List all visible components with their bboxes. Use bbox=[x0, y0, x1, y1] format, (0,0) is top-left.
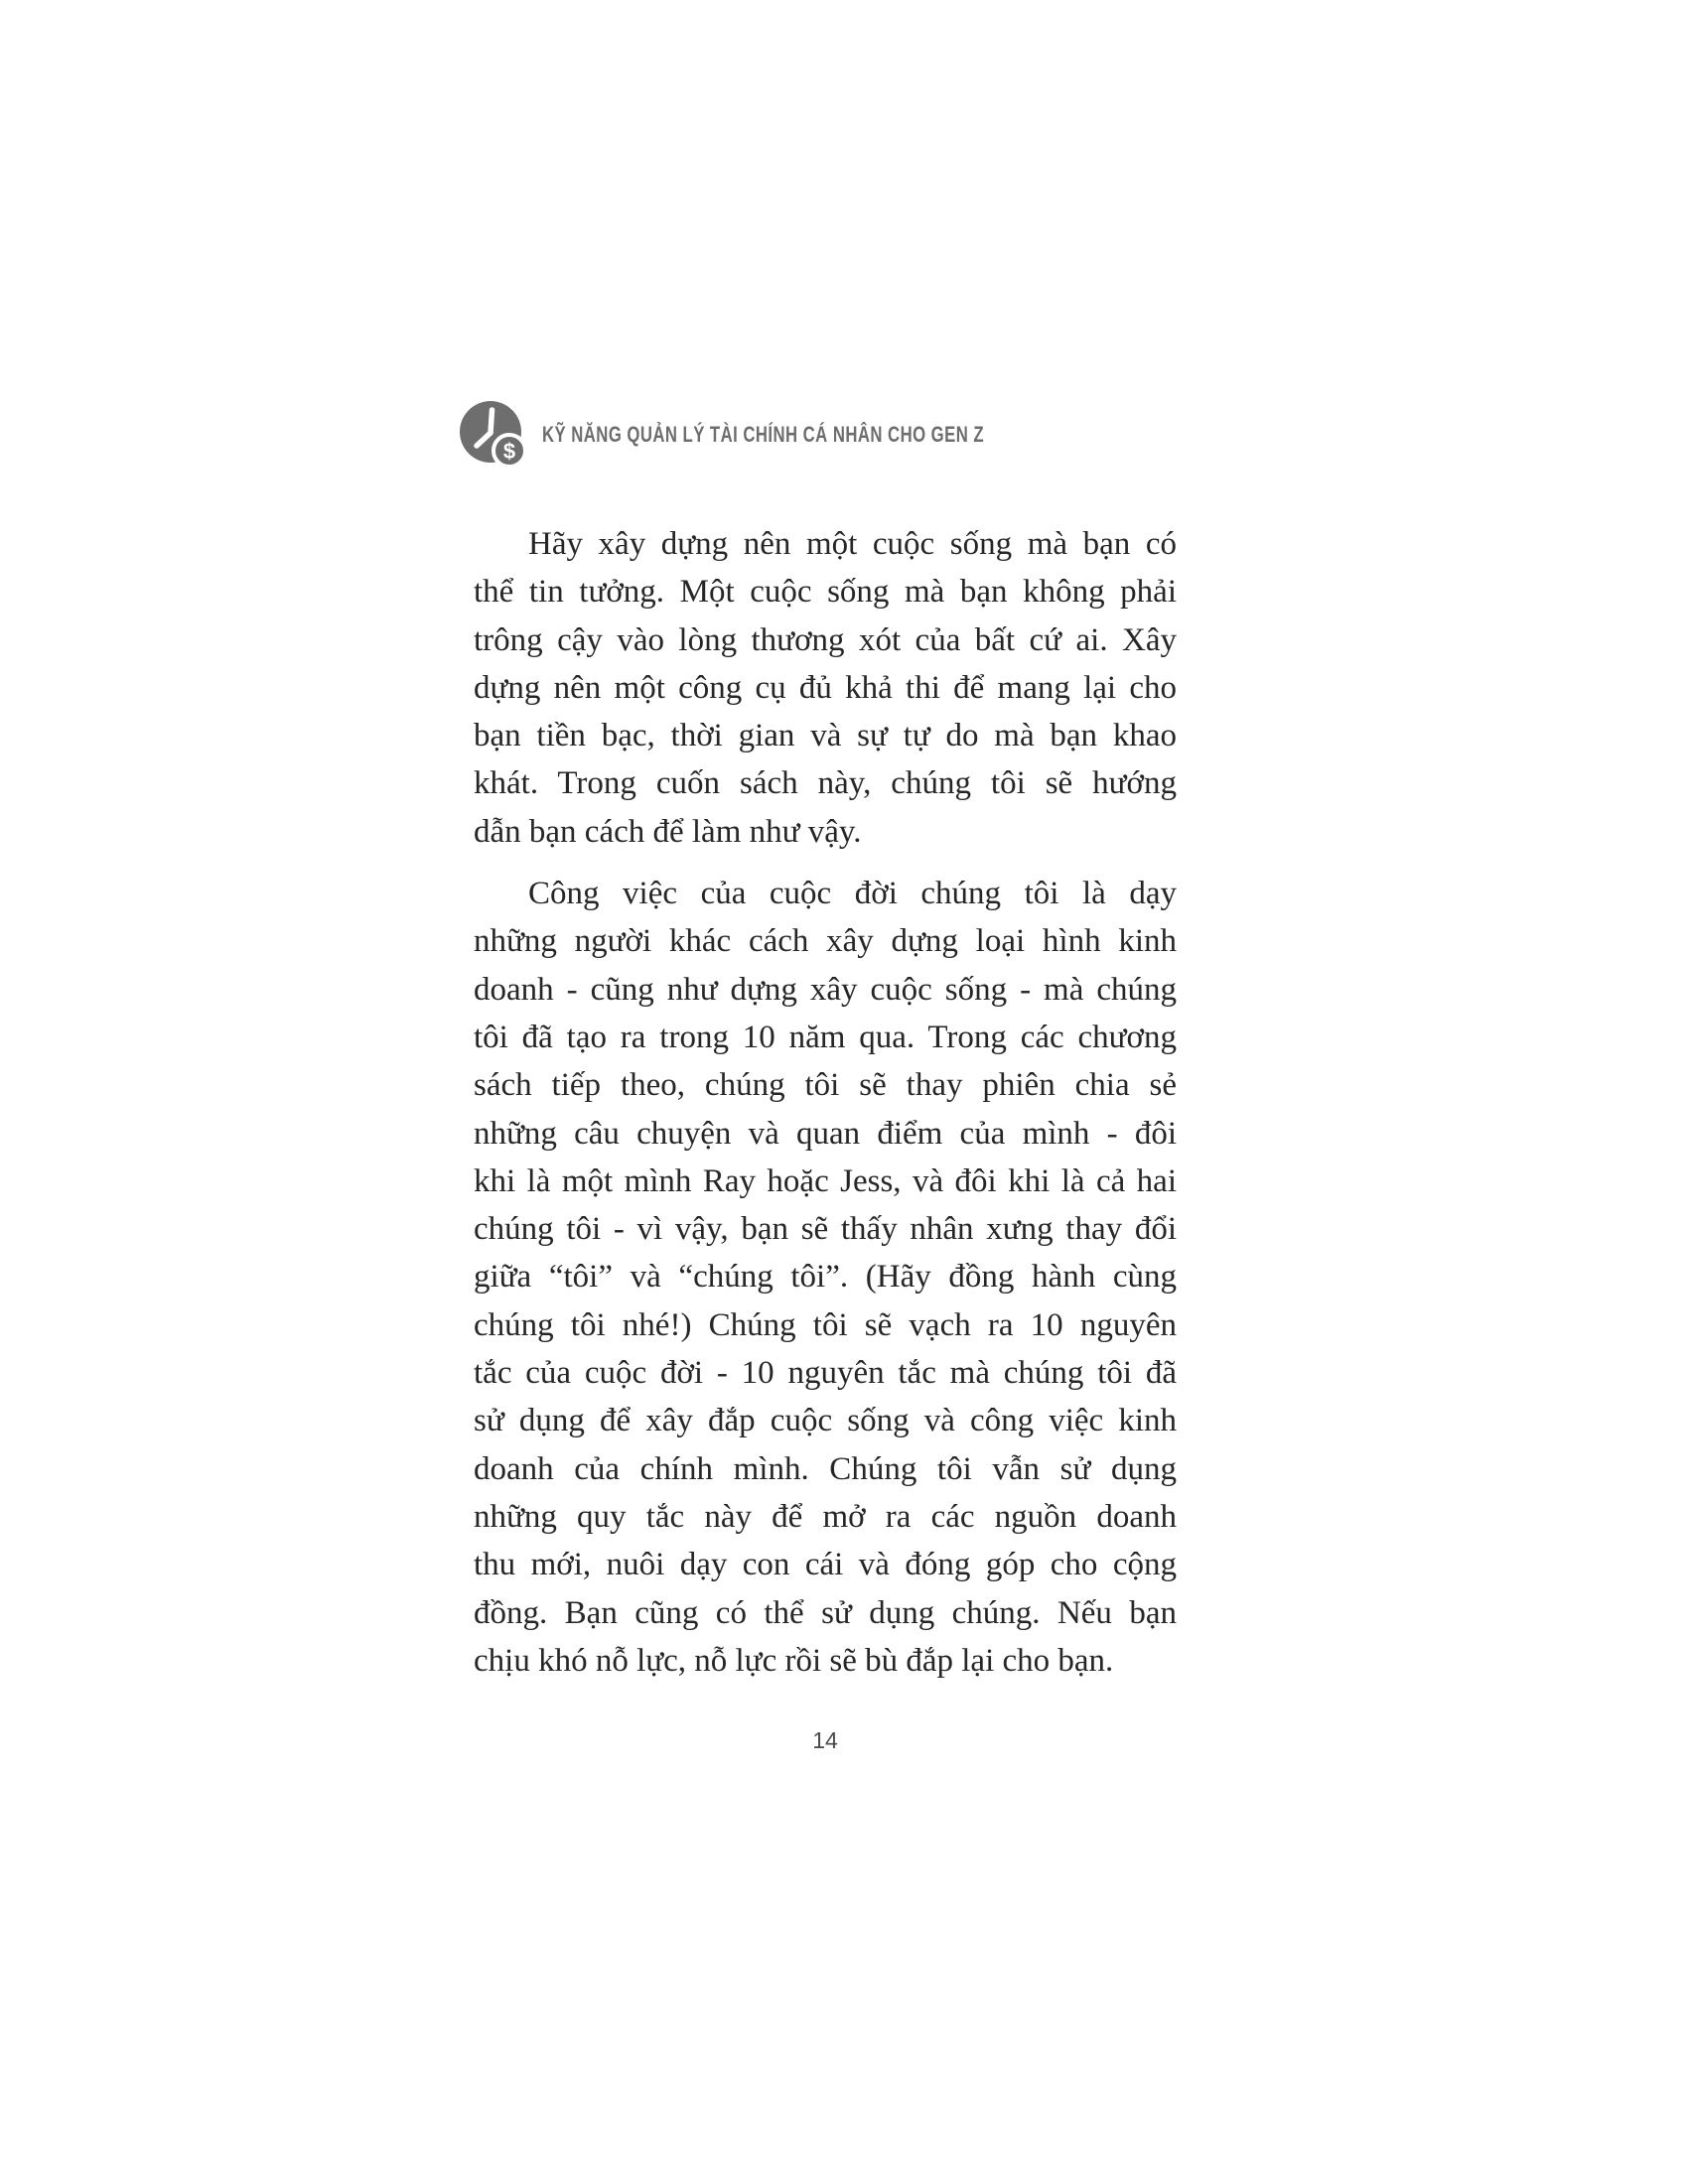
page-number: 14 bbox=[812, 1727, 838, 1753]
paragraph-1 bbox=[474, 520, 1177, 856]
text-line: khát. Trong cuốn sách này, chúng tôi sẽ hướng bbox=[474, 765, 1177, 802]
text-line: Công việc của cuộc đời chúng tôi là dạy bbox=[528, 876, 1177, 912]
dollar-glyph: $ bbox=[502, 439, 516, 464]
text-line: chúng tôi nhé!) Chúng tôi sẽ vạch ra 10 nguyên bbox=[474, 1306, 1177, 1343]
text-line: doanh - cũng như dựng xây cuộc sống - mà chúng bbox=[474, 971, 1177, 1008]
text-line: thu mới, nuôi dạy con cái và đóng góp cho cộng bbox=[474, 1547, 1177, 1583]
text-line: thể tin tưởng. Một cuộc sống mà bạn không phải bbox=[474, 574, 1177, 611]
text-line: doanh của chính mình. Chúng tôi vẫn sử dụng bbox=[474, 1450, 1177, 1487]
text-line: sử dụng để xây đắp cuộc sống và công việc kinh bbox=[474, 1403, 1177, 1439]
text-line: tôi đã tạo ra trong 10 năm qua. Trong các chương bbox=[474, 1019, 1177, 1055]
text-line: những người khác cách xây dựng loại hình kinh bbox=[474, 923, 1177, 960]
text-line: chúng tôi - vì vậy, bạn sẽ thấy nhân xưng thay đổi bbox=[474, 1211, 1177, 1248]
running-head-title: KỸ NĂNG QUẢN LÝ TÀI CHÍNH CÁ NHÂN CHO GEN Z bbox=[542, 422, 985, 447]
text-line: Hãy xây dựng nên một cuộc sống mà bạn có bbox=[528, 526, 1177, 562]
text-line: giữa “tôi” và “chúng tôi”. (Hãy đồng hành cùng bbox=[474, 1259, 1177, 1296]
text-line: tắc của cuộc đời - 10 nguyên tắc mà chúng tôi đã bbox=[474, 1355, 1177, 1392]
clock-dollar-icon bbox=[459, 400, 528, 470]
text-line: những quy tắc này để mở ra các nguồn doanh bbox=[474, 1498, 1177, 1535]
text-line: trông cậy vào lòng thương xót của bất cứ ai. Xây bbox=[474, 621, 1177, 658]
text-line: dẫn bạn cách để làm như vậy. bbox=[474, 813, 862, 850]
paragraph-2 bbox=[474, 870, 1177, 1685]
text-line: khi là một mình Ray hoặc Jess, và đôi khi là cả hai bbox=[474, 1162, 1177, 1199]
text-line: dựng nên một công cụ đủ khả thi để mang lại cho bbox=[474, 669, 1177, 706]
text-line: bạn tiền bạc, thời gian và sự tự do mà bạn khao bbox=[474, 718, 1177, 754]
page-body bbox=[474, 520, 1177, 1699]
text-line: sách tiếp theo, chúng tôi sẽ thay phiên chia sẻ bbox=[474, 1067, 1177, 1104]
text-line: đồng. Bạn cũng có thể sử dụng chúng. Nếu bạn bbox=[474, 1594, 1177, 1631]
text-line: những câu chuyện và quan điểm của mình - đôi bbox=[474, 1115, 1177, 1152]
page-header bbox=[459, 400, 1124, 470]
text-line: chịu khó nỗ lực, nỗ lực rồi sẽ bù đắp lại cho bạn. bbox=[474, 1642, 1114, 1679]
